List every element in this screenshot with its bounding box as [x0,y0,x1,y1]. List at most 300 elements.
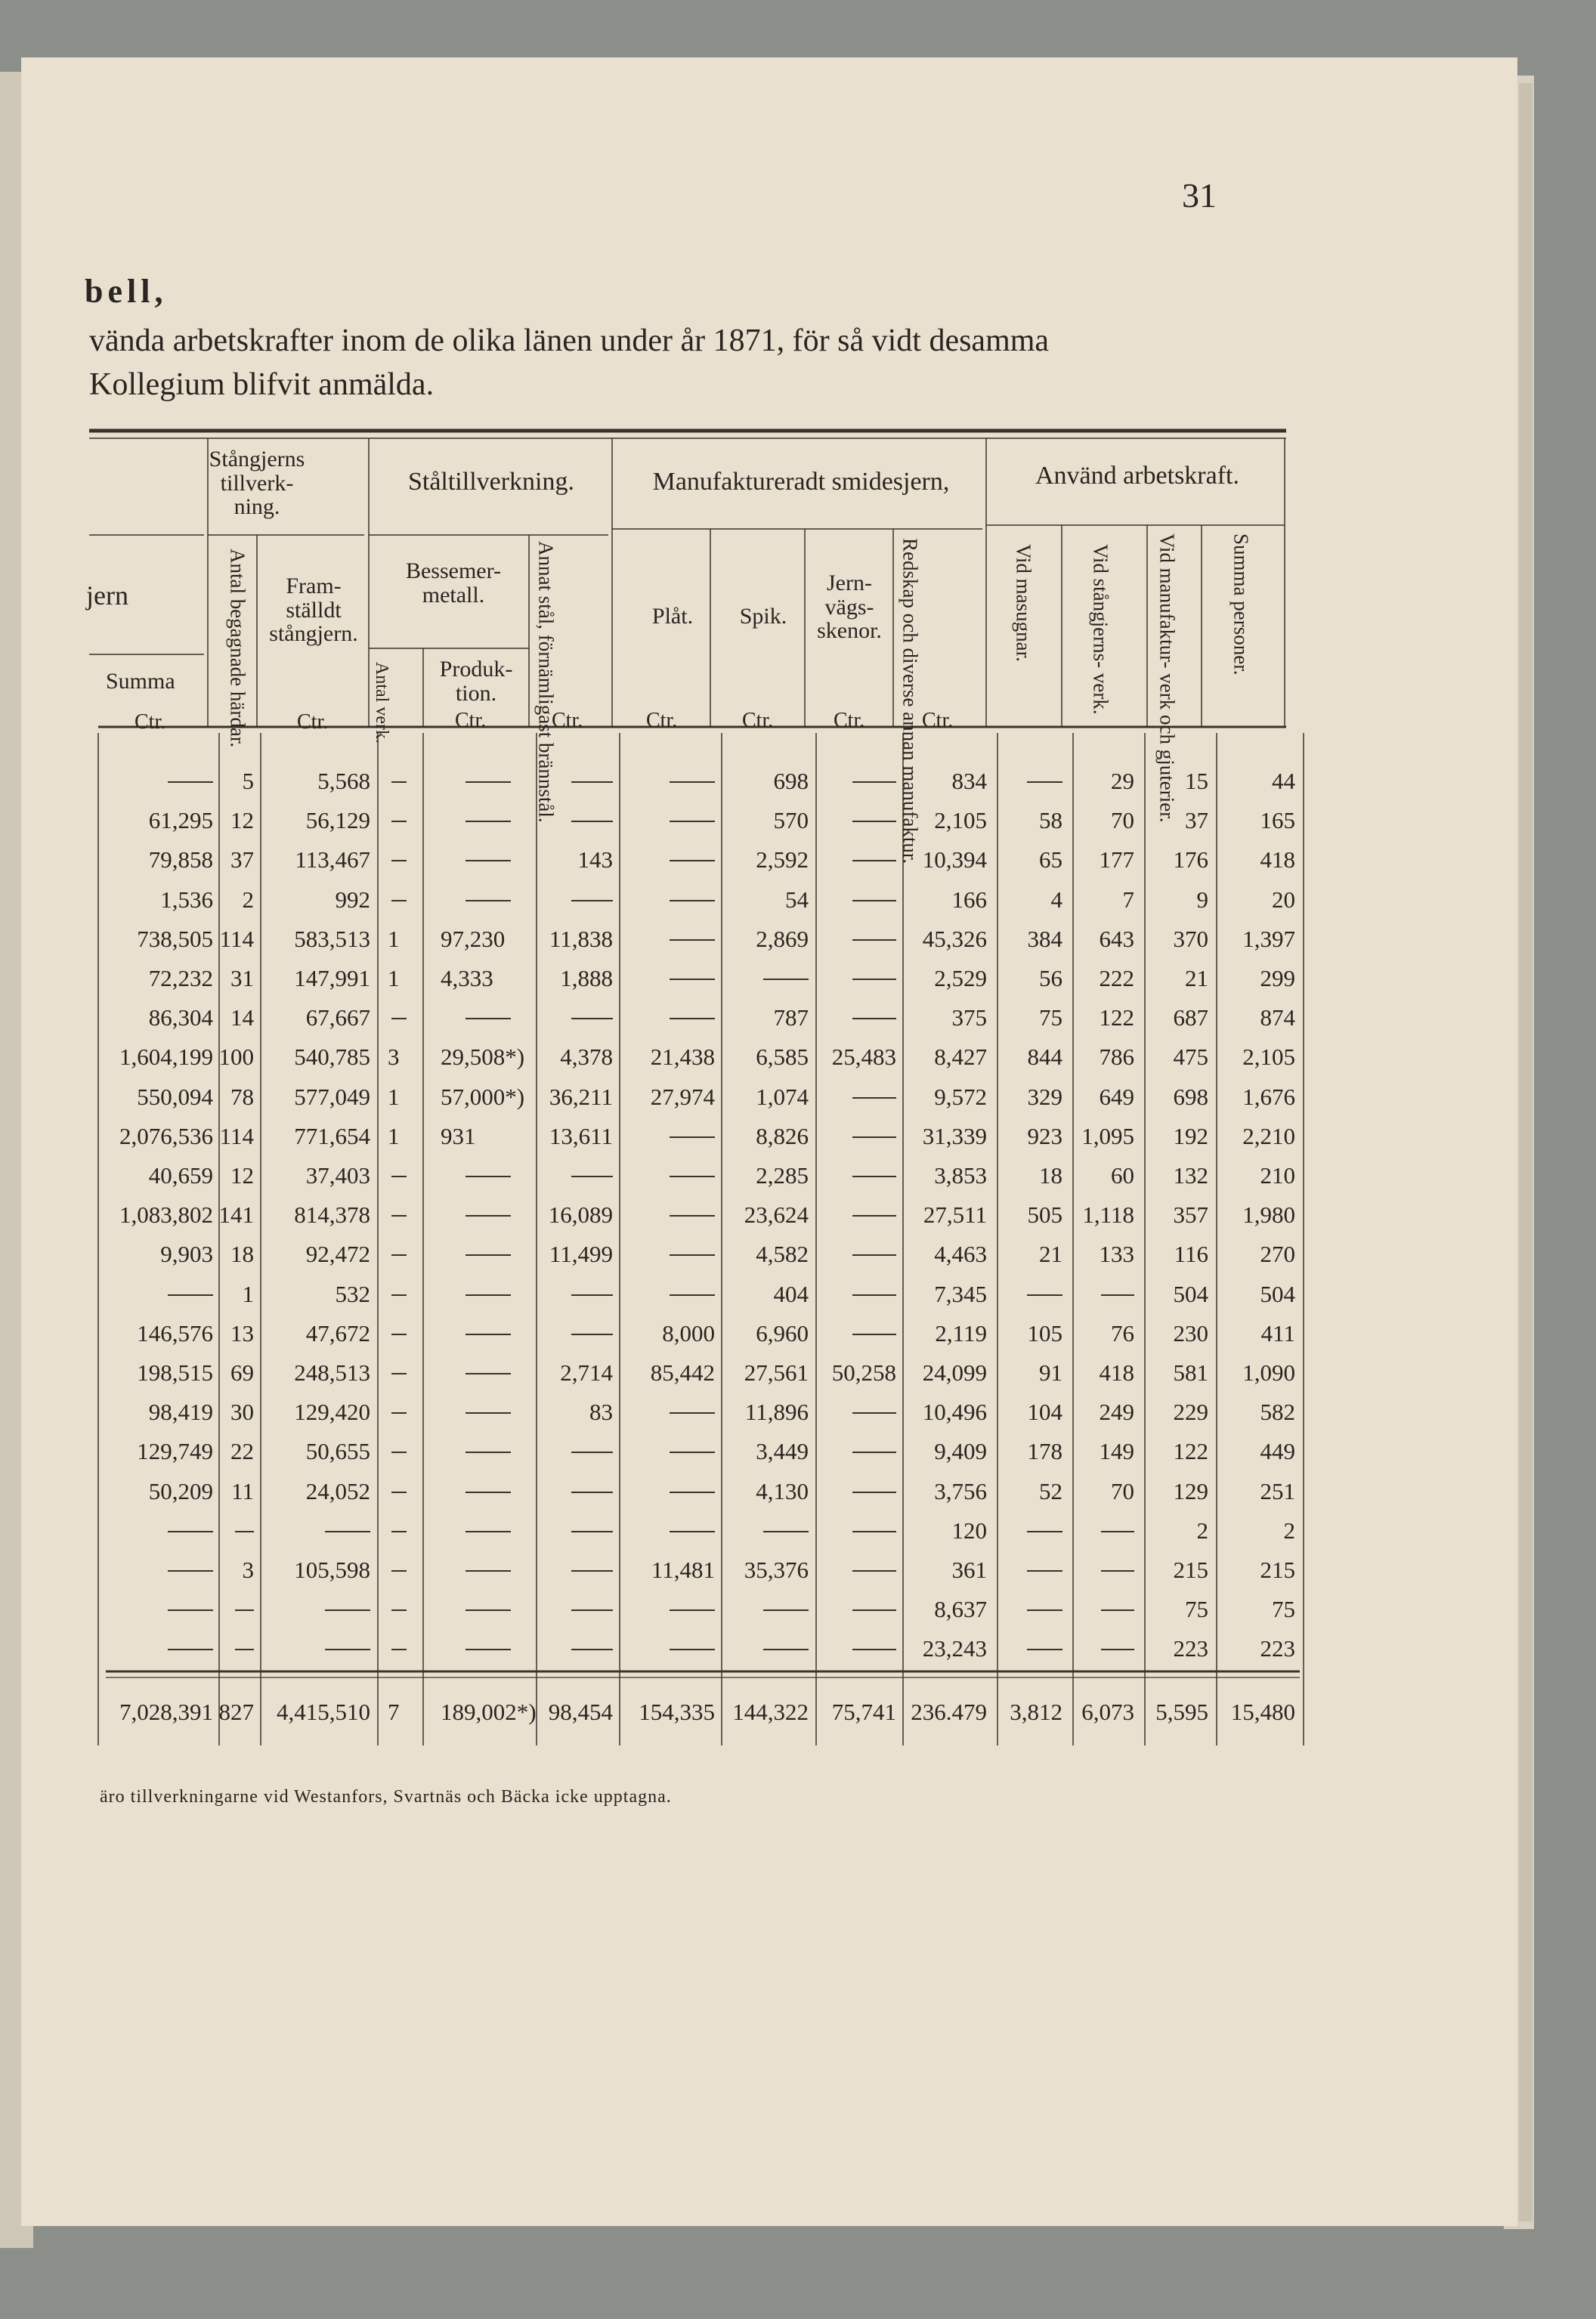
cell-dash [670,860,715,861]
cell-summa: 40,659 [148,1162,213,1189]
cell-summa-personer: 2 [1283,1517,1295,1544]
cell-dash [466,1373,511,1374]
cell-manufakturverk: 132 [1173,1162,1208,1189]
cell-dash [391,1334,407,1335]
cell-dash [391,1492,407,1493]
cell-masugnar: 329 [1027,1083,1062,1110]
cell-spik: 4,582 [756,1241,809,1268]
cell-dash [852,939,896,941]
cell-redskap: 120 [951,1517,987,1544]
cell-dash [670,1294,715,1296]
cell-dash [391,1570,407,1572]
cell-dash [852,900,896,901]
cell-manufakturverk: 37 [1185,807,1208,834]
header-plat: Plåt. [651,604,694,629]
cell-dash [670,1412,715,1414]
cell-dash [466,1531,511,1532]
cell-spik: 6,585 [756,1044,809,1071]
cell-stangjernsverk: 649 [1099,1083,1134,1110]
cell-dash [391,1609,407,1611]
cell-masugnar: 105 [1027,1319,1062,1347]
cell-framstaldt: 583,513 [294,925,370,952]
cell-dash [466,860,511,861]
cell-masugnar: 178 [1027,1438,1062,1465]
header-antal-verk: Antal verk. [372,662,392,744]
cell-redskap: 3,853 [934,1162,987,1189]
cell-dash [670,1215,715,1217]
cell-summa-personer: 299 [1260,965,1295,991]
cell-dash [391,860,407,861]
cell-redskap: 2,119 [935,1319,987,1347]
cell-spik: 27,561 [744,1359,809,1386]
cell-annat-stal: 143 [577,846,613,873]
cell-hardar: 69 [230,1359,254,1386]
cell-summa: 79,858 [148,846,213,873]
cell-manufakturverk: 215 [1173,1557,1208,1583]
cell-redskap: 45,326 [922,925,987,952]
cell-manufakturverk: 21 [1185,965,1208,991]
cell-dash [391,1294,407,1296]
cell-framstaldt: 4,415,510 [277,1699,370,1725]
cell-redskap: 834 [951,768,987,794]
cell-dash [571,900,613,901]
cell-dash [466,1609,511,1611]
unit-framstaldt: Ctr. [297,710,329,734]
cell-produktion: 57,000*) [441,1083,525,1110]
cell-summa-personer: 251 [1260,1477,1295,1504]
cell-produktion: 29,508*) [441,1044,525,1071]
subtitle-line-1: vända arbetskrafter inom de olika länen under år 1871, för så vidt desamma [89,323,1050,358]
cell-redskap: 8,637 [934,1596,987,1623]
heading-fragment: bell, [85,273,168,310]
cell-summa-personer: 210 [1260,1162,1295,1189]
cell-redskap: 361 [951,1557,987,1583]
cell-dash [391,1649,407,1650]
cell-dash [391,781,407,783]
cell-redskap: 7,345 [934,1280,987,1307]
cell-dash [852,1018,896,1019]
cell-antal-verk: 3 [388,1044,400,1071]
cell-produktion: 4,333 [441,965,493,991]
cell-dash [391,1452,407,1453]
cell-dash [763,1609,809,1611]
cell-summa: 198,515 [137,1359,213,1386]
cell-dash [391,1176,407,1177]
cell-spik: 570 [773,807,809,834]
cell-antal-verk: 1 [388,965,400,991]
cell-dash [571,1492,613,1493]
cell-stangjernsverk: 70 [1111,807,1134,834]
cell-dash [466,1649,511,1650]
cell-spik: 2,285 [756,1162,809,1189]
cell-dash [670,900,715,901]
cell-redskap: 9,572 [934,1083,987,1110]
cell-dash [763,1531,809,1532]
cell-manufakturverk: 2 [1196,1517,1208,1544]
header-jernvagsskenor: Jern- vägs- skenor. [817,570,882,643]
cell-masugnar: 4 [1050,886,1062,913]
cell-hardar: 78 [230,1083,254,1110]
cell-hardar: 141 [218,1201,254,1229]
cell-spik: 1,074 [756,1083,809,1110]
cell-masugnar: 56 [1039,965,1062,991]
cell-stangjernsverk: 249 [1099,1399,1134,1426]
cell-dash [391,1018,407,1019]
cell-framstaldt: 92,472 [305,1241,370,1268]
cell-dash [852,1492,896,1493]
cell-manufakturverk: 5,595 [1155,1699,1208,1725]
cell-summa-personer: 215 [1260,1557,1295,1583]
cell-dash [466,1452,511,1453]
cell-dash [1027,1649,1062,1650]
cell-summa-personer: 1,980 [1242,1201,1295,1229]
cell-dash [1101,1294,1134,1296]
cell-redskap: 8,427 [934,1044,987,1071]
cell-dash [852,1176,896,1177]
cell-dash [168,1531,213,1532]
header-produktion: Produk- tion. [439,657,513,706]
cell-dash [852,1136,896,1138]
cell-annat-stal: 1,888 [560,965,613,991]
cell-hardar: 12 [230,1162,254,1189]
cell-spik: 35,376 [744,1557,809,1583]
cell-dash [1027,781,1062,783]
cell-hardar: 100 [218,1044,254,1071]
cell-summa-personer: 1,676 [1242,1083,1295,1110]
cell-redskap: 9,409 [934,1438,987,1465]
cell-hardar: 5 [242,768,254,794]
cell-redskap: 31,339 [922,1122,987,1149]
cell-redskap: 4,463 [934,1241,987,1268]
cell-dash [852,1570,896,1572]
cell-stangjernsverk: 29 [1111,768,1134,794]
cell-summa: 9,903 [160,1241,213,1268]
cell-dash [571,1570,613,1572]
cell-redskap: 166 [951,886,987,913]
cell-dash [571,1176,613,1177]
cell-summa-personer: 2,105 [1242,1044,1295,1071]
cell-framstaldt: 47,672 [305,1319,370,1347]
cell-plat: 8,000 [662,1319,715,1347]
cell-masugnar: 21 [1039,1241,1062,1268]
header-framstaldt-stangjern: Fram- ställdt stångjern. [269,574,358,646]
cell-manufakturverk: 192 [1173,1122,1208,1149]
cell-dash [391,1215,407,1217]
cell-dash [571,821,613,822]
cell-dash [391,1412,407,1414]
cell-dash [325,1649,370,1650]
cell-summa-personer: 418 [1260,846,1295,873]
cell-plat: 85,442 [650,1359,715,1386]
cell-hardar: 114 [219,925,254,952]
cell-summa: 738,505 [137,925,213,952]
cell-manufakturverk: 223 [1173,1635,1208,1662]
cell-spik: 3,449 [756,1438,809,1465]
cell-dash [391,1531,407,1532]
cell-redskap: 10,394 [922,846,987,873]
cell-summa: 1,604,199 [119,1044,213,1071]
cell-manufakturverk: 75 [1185,1596,1208,1623]
cell-dash [571,1649,613,1650]
cell-manufakturverk: 370 [1173,925,1208,952]
cell-framstaldt: 577,049 [294,1083,370,1110]
cell-dash [391,900,407,901]
cell-manufakturverk: 129 [1173,1477,1208,1504]
cell-spik: 2,592 [756,846,809,873]
cell-framstaldt: 532 [335,1280,370,1307]
header-vid-stangjernsverk: Vid stångjerns- verk. [1089,544,1112,715]
cell-dash [1101,1531,1134,1532]
cell-masugnar: 52 [1039,1477,1062,1504]
cell-spik: 54 [785,886,809,913]
cell-dash [1027,1609,1062,1611]
cell-redskap: 2,105 [934,807,987,834]
cell-hardar: 31 [230,965,254,991]
cell-masugnar: 384 [1027,925,1062,952]
cell-plat: 27,974 [650,1083,715,1110]
cell-masugnar: 18 [1039,1162,1062,1189]
cell-dash [852,979,896,980]
header-annat-stal: Annat stål, förnämligast brännstål. [534,541,558,823]
cell-dash [571,1609,613,1611]
cell-dash [466,900,511,901]
cell-dash [466,821,511,822]
header-vid-manufakturverk: Vid manufaktur- verk och gjuterier. [1155,533,1179,823]
cell-annat-stal: 83 [589,1399,613,1426]
cell-manufakturverk: 698 [1173,1083,1208,1110]
header-spik: Spik. [739,604,787,629]
cell-framstaldt: 50,655 [305,1438,370,1465]
cell-summa: 129,749 [137,1438,213,1465]
cell-dash [852,1452,896,1453]
cell-hardar: 18 [230,1241,254,1268]
cell-redskap: 3,756 [934,1477,987,1504]
cell-skenor: 50,258 [831,1359,896,1386]
cell-manufakturverk: 230 [1173,1319,1208,1347]
cell-stangjernsverk: 7 [1122,886,1134,913]
cell-manufakturverk: 475 [1173,1044,1208,1071]
cell-antal-verk: 1 [388,1122,400,1149]
cell-summa: 50,209 [148,1477,213,1504]
cell-framstaldt: 105,598 [294,1557,370,1583]
cell-dash [391,1373,407,1374]
cell-summa: 61,295 [148,807,213,834]
cell-dash [466,1334,511,1335]
cell-hardar: 114 [219,1122,254,1149]
cell-stangjernsverk: 643 [1099,925,1134,952]
header-anvand-arbetskraft: Använd arbetskraft. [1035,462,1239,490]
cell-summa: 86,304 [148,1004,213,1031]
cell-summa-personer: 165 [1260,807,1295,834]
cell-manufakturverk: 176 [1173,846,1208,873]
cell-summa-personer: 223 [1260,1635,1295,1662]
cell-hardar: 1 [242,1280,254,1307]
cell-spik: 404 [773,1280,809,1307]
cell-framstaldt: 814,378 [294,1201,370,1229]
unit-jernvagsskenor: Ctr. [834,709,865,732]
cell-manufakturverk: 15 [1185,768,1208,794]
cell-dash [852,821,896,822]
cell-summa-personer: 75 [1272,1596,1295,1623]
cell-dash [466,1215,511,1217]
cell-framstaldt: 771,654 [294,1122,370,1149]
cell-summa: 146,576 [137,1319,213,1347]
cell-dash [168,1570,213,1572]
cell-dash [670,1136,715,1138]
cell-dash [325,1609,370,1611]
cell-dash [168,1609,213,1611]
cell-dash [466,1254,511,1256]
cell-dash [235,1649,254,1650]
cell-dash [1027,1531,1062,1532]
cell-hardar: 13 [230,1319,254,1347]
cell-masugnar: 844 [1027,1044,1062,1071]
cell-dash [670,781,715,783]
cell-dash [1101,1649,1134,1650]
cell-framstaldt: 5,568 [317,768,370,794]
cell-dash [1027,1570,1062,1572]
cell-redskap: 236.479 [911,1699,987,1725]
cell-manufakturverk: 504 [1173,1280,1208,1307]
cell-manufakturverk: 687 [1173,1004,1208,1031]
header-summa: Summa [106,669,175,694]
cell-stangjernsverk: 60 [1111,1162,1134,1189]
cell-framstaldt: 113,467 [295,846,370,873]
cell-manufakturverk: 357 [1173,1201,1208,1229]
cell-dash [466,1492,511,1493]
cell-hardar: 12 [230,807,254,834]
cell-dash [1101,1570,1134,1572]
cell-masugnar: 3,812 [1010,1699,1062,1725]
cell-antal-verk: 1 [388,1083,400,1110]
cell-produktion: 97,230 [441,925,506,952]
cell-stangjernsverk: 1,118 [1082,1201,1134,1229]
cell-framstaldt: 56,129 [305,807,370,834]
cell-summa-personer: 1,397 [1242,925,1295,952]
cell-dash [325,1531,370,1532]
cell-spik: 144,322 [732,1699,809,1725]
cell-masugnar: 65 [1039,846,1062,873]
header-jern: jern [86,580,128,611]
cell-summa-personer: 44 [1272,768,1295,794]
cell-dash [571,1334,613,1335]
cell-stangjernsverk: 177 [1099,846,1134,873]
header-antal-hardar: Antal begagnade härdar. [226,549,249,748]
cell-annat-stal: 11,499 [549,1241,613,1268]
cell-summa-personer: 15,480 [1230,1699,1295,1725]
header-staltillverkning: Ståltillverkning. [407,468,575,496]
cell-annat-stal: 11,838 [549,925,613,952]
cell-spik: 6,960 [756,1319,809,1347]
cell-dash [852,1097,896,1099]
cell-stangjernsverk: 149 [1099,1438,1134,1465]
unit-spik: Ctr. [742,709,774,732]
cell-summa: 72,232 [148,965,213,991]
cell-dash [1027,1294,1062,1296]
cell-spik: 787 [773,1004,809,1031]
cell-stangjernsverk: 6,073 [1081,1699,1134,1725]
cell-dash [852,1649,896,1650]
cell-redskap: 27,511 [923,1201,987,1229]
header-manufaktureradt-smidesjern: Manufaktureradt smidesjern, [652,468,950,496]
header-redskap: Redskap och diverse annan manufaktur. [899,538,922,864]
cell-framstaldt: 147,991 [294,965,370,991]
cell-dash [852,1334,896,1335]
cell-redskap: 10,496 [922,1399,987,1426]
cell-summa-personer: 270 [1260,1241,1295,1268]
cell-stangjernsverk: 76 [1111,1319,1134,1347]
cell-manufakturverk: 581 [1173,1359,1208,1386]
cell-produktion: 931 [441,1122,476,1149]
header-vid-masugnar: Vid masugnar. [1012,544,1035,662]
cell-dash [670,1649,715,1650]
cell-summa: 98,419 [148,1399,213,1426]
cell-framstaldt: 24,052 [305,1477,370,1504]
cell-dash [235,1609,254,1611]
cell-hardar: 11 [231,1477,254,1504]
cell-dash [391,821,407,822]
cell-hardar: 30 [230,1399,254,1426]
cell-stangjernsverk: 1,095 [1081,1122,1134,1149]
cell-dash [852,1531,896,1532]
cell-dash [852,781,896,783]
cell-dash [571,1531,613,1532]
cell-antal-verk: 7 [388,1699,400,1725]
cell-dash [466,1018,511,1019]
cell-dash [571,781,613,783]
cell-manufakturverk: 122 [1173,1438,1208,1465]
cell-summa-personer: 1,090 [1242,1359,1295,1386]
cell-dash [1101,1609,1134,1611]
cell-framstaldt: 992 [335,886,370,913]
cell-redskap: 375 [951,1004,987,1031]
subtitle-line-2: Kollegium blifvit anmälda. [89,367,435,402]
cell-dash [670,979,715,980]
unit-redskap: Ctr. [922,709,954,732]
cell-summa: 7,028,391 [119,1699,213,1725]
cell-annat-stal: 4,378 [560,1044,613,1071]
cell-dash [571,1294,613,1296]
page-number: 31 [1182,176,1217,215]
cell-dash [852,860,896,861]
cell-annat-stal: 36,211 [549,1083,613,1110]
cell-spik: 2,869 [756,925,809,952]
cell-summa: 550,094 [137,1083,213,1110]
cell-plat: 21,438 [650,1044,715,1071]
cell-stangjernsverk: 133 [1099,1241,1134,1268]
cell-dash [670,1452,715,1453]
cell-framstaldt: 37,403 [305,1162,370,1189]
cell-dash [670,1531,715,1532]
cell-manufakturverk: 9 [1196,886,1208,913]
cell-spik: 11,896 [744,1399,809,1426]
cell-annat-stal: 2,714 [560,1359,613,1386]
cell-dash [466,781,511,783]
cell-dash [852,1294,896,1296]
cell-dash [391,1254,407,1256]
cell-hardar: 3 [242,1557,254,1583]
cell-dash [670,821,715,822]
cell-masugnar: 75 [1039,1004,1062,1031]
cell-stangjernsverk: 70 [1111,1477,1134,1504]
unit-annat-stal: Ctr. [552,709,583,732]
header-bessemermetall: Bessemer- metall. [405,558,502,608]
cell-hardar: 37 [230,846,254,873]
cell-spik: 698 [773,768,809,794]
cell-summa-personer: 2,210 [1242,1122,1295,1149]
cell-framstaldt: 129,420 [294,1399,370,1426]
cell-plat: 11,481 [651,1557,715,1583]
